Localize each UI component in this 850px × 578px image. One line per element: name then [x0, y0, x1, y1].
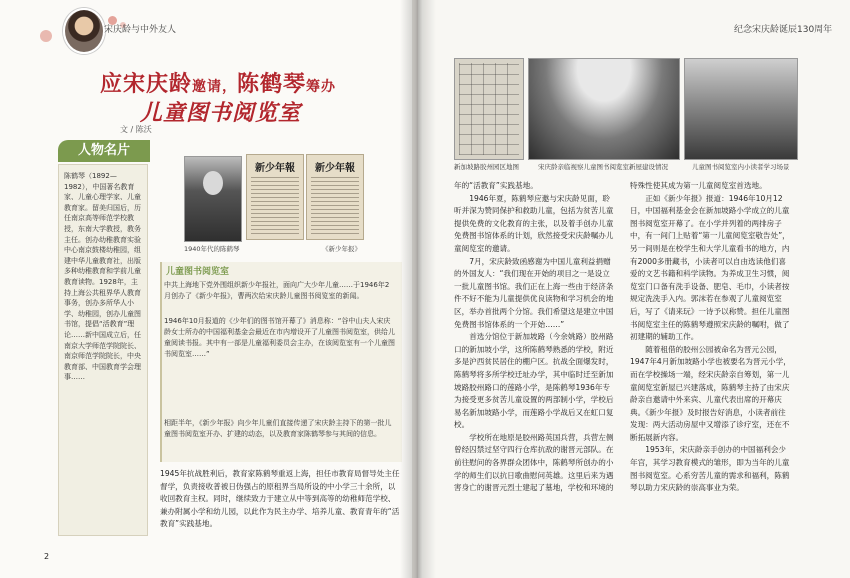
- map-photo: [454, 58, 524, 160]
- paragraph: 首选分馆位于新加坡路（今余姚路）胶州路口的新加坡小学，这所陈鹤琴熟悉的学校，附近多是沪西贫民居住的棚户区。抗战全面爆发时，陈鹤琴将多所学校迁址办学，其中临时迁至新加坡路胶州路口的莲路小学，是陈鹤琴1936年专为接受更多贫苦儿童设置的两部制小学，学校后易名新加坡路小学，而莲路小学战后又在虹口复校。: [454, 332, 614, 430]
- body-paragraph: 1945年抗战胜利后，教育家陈鹤琴重返上海，担任市教育局督导处主任督学，负责接收普被日伪强占的原租界当局所设的中小学三十余所，以收回教育主权。同时，继续致力于建立从中等到高等的幼稚师范学校、兼办附属小学和幼儿园，以此作为民主办学、培养儿童、教育青年的“活教育”实践基地。: [160, 469, 400, 529]
- title-part: 筹办: [306, 79, 337, 95]
- running-head-right: 纪念宋庆龄诞辰130周年: [734, 25, 833, 35]
- paragraph: 学校所在地原是胶州路英国兵营，兵营左侧曾经囚禁过坚守四行仓库抗敌的谢晋元部队。在前往慰问的各界群众团体中，陈鹤琴所创办的小学的师生们以抗日歌曲慰问英雄。这里后来为遇害身亡的谢晋元烈士建起了墓地，学校和环境的: [454, 432, 614, 493]
- title-part: 邀请，: [192, 79, 238, 95]
- figure-card: [58, 164, 148, 536]
- photo-caption: 1940年代的陈鹤琴: [184, 245, 240, 253]
- byline: 文 / 陈沃: [120, 125, 152, 134]
- portrait-avatar: [63, 8, 105, 54]
- paragraph: 年的“活教育”实践基地。: [454, 181, 538, 190]
- newspaper-image: [246, 154, 304, 240]
- article-title: [100, 72, 400, 128]
- paragraph: 1946年夏，陈鹤琴应邀与宋庆龄见面，聆听并深为赞同保护和救助儿童，包括为贫苦儿童提供免费的文化教育的主张，以及着手创办儿童免费图书馆体系的计划，欣然接受宋庆龄嘱办儿童阅览室的邀请。: [454, 193, 614, 253]
- decor-dot: [40, 30, 52, 42]
- reading-room-photo: [684, 58, 798, 160]
- left-page: [0, 0, 412, 578]
- photo-caption: 新加坡路胶州园区地图: [454, 163, 519, 171]
- page-number: 2: [44, 552, 50, 561]
- title-part: 陈鹤琴: [237, 72, 307, 97]
- hall-photo: [528, 58, 680, 160]
- paragraph: 正如《新少年报》报道：1946年10月12日，中国福利基金会在新加坡路小学成立的儿童图书阅览室开幕了。在小学并列着的两排房子中，有一间门上贴着“第一儿童阅览室敬告处”，另一间则是在校学生和大学儿童看书的地方，内有2000多册藏书，小读者可以自由选读他们喜爱的文艺书籍和科学读物。为养成卫生习惯，阅览室门口备有洗手设备、肥皂、毛巾，小读者按规定洗洗手入内。郭沫若在参观了儿童阅览室后，写了《请来玩》一诗予以称赞。担任儿童图书阅览室主任的陈鹤琴遵照宋庆龄的嘱咐，做了初建期的辅助工作。: [630, 193, 790, 342]
- box-paragraph: 中共上海地下党外围组织新少年报社，面向广大少年儿童……于1946年2月创办了《新少年报》，曹两次给宋庆龄儿童图书阅览室的新闻。: [164, 281, 390, 300]
- figure-bio: 陈鹤琴（1892—1982），中国著名教育家、儿童心理学家、儿童教育家。留美归国后，历任南京高等师范学校教授，东南大学教授，教务主任。创办幼稚教育实验中心南京鼓楼幼稚园，组建中华儿童教育社，出版多种幼稚教育和学前儿童教育读物。1928年，主持上海公共租界华人教育事务，创办多所华人小学、幼稚园，创办儿童图书馆，提倡“活教育”理论……新中国成立后，任南京大学师范学院院长、南京师范学院院长，中央教育部、中国教育学会理事……: [64, 172, 141, 382]
- text-column-2: [630, 180, 792, 495]
- photo-caption: 宋庆龄亲临视察儿童图书阅览室新屋建设情况: [538, 163, 668, 171]
- paragraph: 7月，宋庆龄致函感谢为中国儿童利益捐赠的外国友人：“我们现在开始的项目之一是设立一批儿童图书馆。我们正在上海一些由于经济条件不好不能为儿童提供优良读物和学习机会的地区，举办首批两个分馆。我们希望这是建立中国免费图书馆体系的一个开始……”: [454, 256, 614, 329]
- section-heading: 儿童图书阅览室: [166, 267, 230, 277]
- title-line-2: 儿童图书阅览室: [140, 101, 302, 126]
- newspaper-masthead: 新少年報: [255, 163, 295, 174]
- newspaper-image: [306, 154, 364, 240]
- box-paragraph: 相距半年，《新少年报》向少年儿童们直接传递了宋庆龄主持下的第一批儿童图书阅览室开办、扩建的动态，以及教育家陈鹤琴参与其间的信息。: [164, 419, 392, 438]
- paragraph: 特殊性使其成为第一儿童阅览室首选地。: [630, 181, 767, 190]
- title-part: 应宋庆龄: [100, 72, 193, 97]
- figure-card-tab: 人物名片: [58, 140, 150, 162]
- newspaper-caption: 《新少年报》: [322, 245, 361, 253]
- newspaper-masthead: 新少年報: [315, 163, 355, 174]
- paragraph: 随着租借的胶州公园被命名为晋元公园，1947年4月新加坡路小学也被要名为晋元小学，而在学校操场一端，经宋庆龄亲自筹划，第一儿童阅览室新屋已兴建落成，陈鹤琴主持了由宋庆龄亲自邀请中外来宾、儿童代表出席的开幕庆典。《新少年报》及时报告好消息，小读者前往发现：两大活动房屋中又增添了诊疗室，还在不断拓展新内容。: [630, 344, 791, 442]
- paragraph: 1953年，宋庆龄亲手创办的中国福利会少年宫，其学习教育模式的雏形，即为当年的儿童图书阅览室。心系穷苦儿童的需求和福利，陈鹤琴以助力宋庆龄的崇高事业为荣。: [630, 445, 790, 493]
- text-column-1: [454, 180, 614, 495]
- box-paragraph: 1946年10月报道的《少年们的图书馆开幕了》消息称：“谷中山夫人宋庆龄女士所办的中国福利基金会最近在市内增设开了儿童图书阅览室，供给儿童阅读书报。其中有一部是儿童福利委员会主办，在该阅览室有一个儿童图书阅览室……”: [164, 317, 395, 358]
- photo-caption: 儿童图书阅览室内小读者学习场景: [692, 163, 790, 171]
- running-head-left: 宋庆龄与中外友人: [104, 25, 177, 35]
- right-page: [418, 0, 850, 578]
- portrait-photo: [184, 156, 242, 242]
